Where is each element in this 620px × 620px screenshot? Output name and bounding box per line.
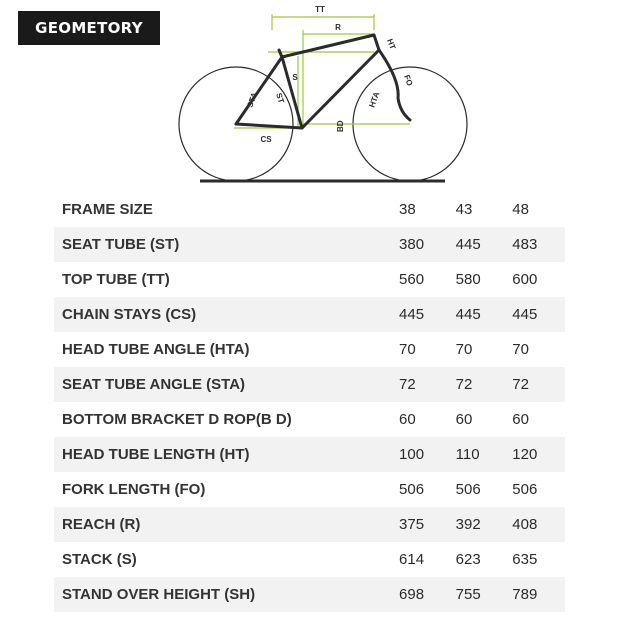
table-row bbox=[54, 367, 565, 402]
row-value: 70 bbox=[512, 341, 529, 358]
table-row bbox=[54, 542, 565, 577]
label-s: S bbox=[292, 73, 298, 82]
table-row bbox=[54, 402, 565, 437]
label-fo: FO bbox=[402, 73, 415, 88]
row-value: 60 bbox=[455, 411, 473, 428]
row-label: CHAIN STAYS (CS) bbox=[54, 297, 399, 332]
row-label: SEAT TUBE ANGLE (STA) bbox=[54, 367, 399, 402]
row-label: BOTTOM BRACKET D ROP(B D) bbox=[62, 411, 292, 428]
row-value: 100 bbox=[399, 437, 456, 472]
row-label: TOP TUBE (TT) bbox=[62, 271, 170, 288]
row-value: 60 bbox=[512, 411, 529, 428]
row-value: 48 bbox=[512, 201, 529, 218]
table-row bbox=[54, 472, 565, 507]
bike-frame bbox=[236, 35, 410, 128]
row-value: 38 bbox=[399, 201, 416, 218]
row-label: HEAD TUBE ANGLE (HTA) bbox=[62, 341, 250, 358]
label-hta: HTA bbox=[367, 90, 382, 109]
row-value: 392 bbox=[456, 507, 513, 542]
label-ht: HT bbox=[385, 37, 398, 51]
table-row bbox=[54, 227, 565, 262]
row-value: 506 bbox=[399, 481, 425, 498]
row-value: 755 bbox=[456, 577, 513, 612]
row-value: 506 bbox=[455, 481, 481, 498]
row-value: 698 bbox=[399, 577, 456, 612]
row-value: 445 bbox=[456, 297, 513, 332]
row-value: 110 bbox=[456, 437, 513, 472]
row-value: 70 bbox=[399, 341, 416, 358]
row-value: 60 bbox=[399, 411, 416, 428]
geometry-table bbox=[54, 192, 565, 612]
geometry-title: GEOMETORY bbox=[35, 19, 143, 37]
row-label: REACH (R) bbox=[54, 507, 399, 542]
table-row bbox=[54, 262, 565, 297]
bike-geometry-diagram bbox=[160, 0, 480, 190]
label-bd: BD bbox=[336, 120, 345, 132]
measurement-lines bbox=[234, 14, 410, 128]
row-value: 580 bbox=[455, 271, 481, 288]
row-value: 72 bbox=[399, 367, 456, 402]
row-value: 445 bbox=[512, 297, 565, 332]
row-label: FORK LENGTH (FO) bbox=[62, 481, 206, 498]
row-value: 72 bbox=[512, 367, 565, 402]
table-row bbox=[54, 437, 565, 472]
row-value: 375 bbox=[399, 507, 456, 542]
label-r: R bbox=[335, 23, 341, 32]
label-cs: CS bbox=[260, 135, 272, 144]
row-value: 623 bbox=[455, 551, 481, 568]
row-value: 43 bbox=[455, 201, 473, 218]
row-value: 445 bbox=[456, 227, 513, 262]
row-value: 635 bbox=[512, 551, 538, 568]
row-label: STAND OVER HEIGHT (SH) bbox=[54, 577, 399, 612]
row-label: FRAME SIZE bbox=[62, 201, 153, 218]
row-value: 408 bbox=[512, 507, 565, 542]
table-row bbox=[54, 507, 565, 542]
row-value: 445 bbox=[399, 297, 456, 332]
row-label: HEAD TUBE LENGTH (HT) bbox=[54, 437, 399, 472]
label-st: ST bbox=[274, 91, 286, 105]
row-value: 560 bbox=[399, 271, 425, 288]
row-value: 120 bbox=[512, 437, 565, 472]
row-value: 789 bbox=[512, 577, 565, 612]
table-row bbox=[54, 297, 565, 332]
table-row bbox=[54, 577, 565, 612]
row-value: 600 bbox=[512, 271, 538, 288]
table-row bbox=[54, 192, 565, 227]
label-tt: TT bbox=[315, 5, 325, 14]
row-value: 70 bbox=[455, 341, 473, 358]
row-label: STACK (S) bbox=[62, 551, 137, 568]
row-label: SEAT TUBE (ST) bbox=[54, 227, 399, 262]
geometry-title-badge bbox=[18, 11, 160, 45]
row-value: 72 bbox=[456, 367, 513, 402]
row-value: 380 bbox=[399, 227, 456, 262]
row-value: 614 bbox=[399, 551, 425, 568]
row-value: 483 bbox=[512, 227, 565, 262]
table-row bbox=[54, 332, 565, 367]
label-sta: STA bbox=[245, 91, 260, 109]
row-value: 506 bbox=[512, 481, 538, 498]
